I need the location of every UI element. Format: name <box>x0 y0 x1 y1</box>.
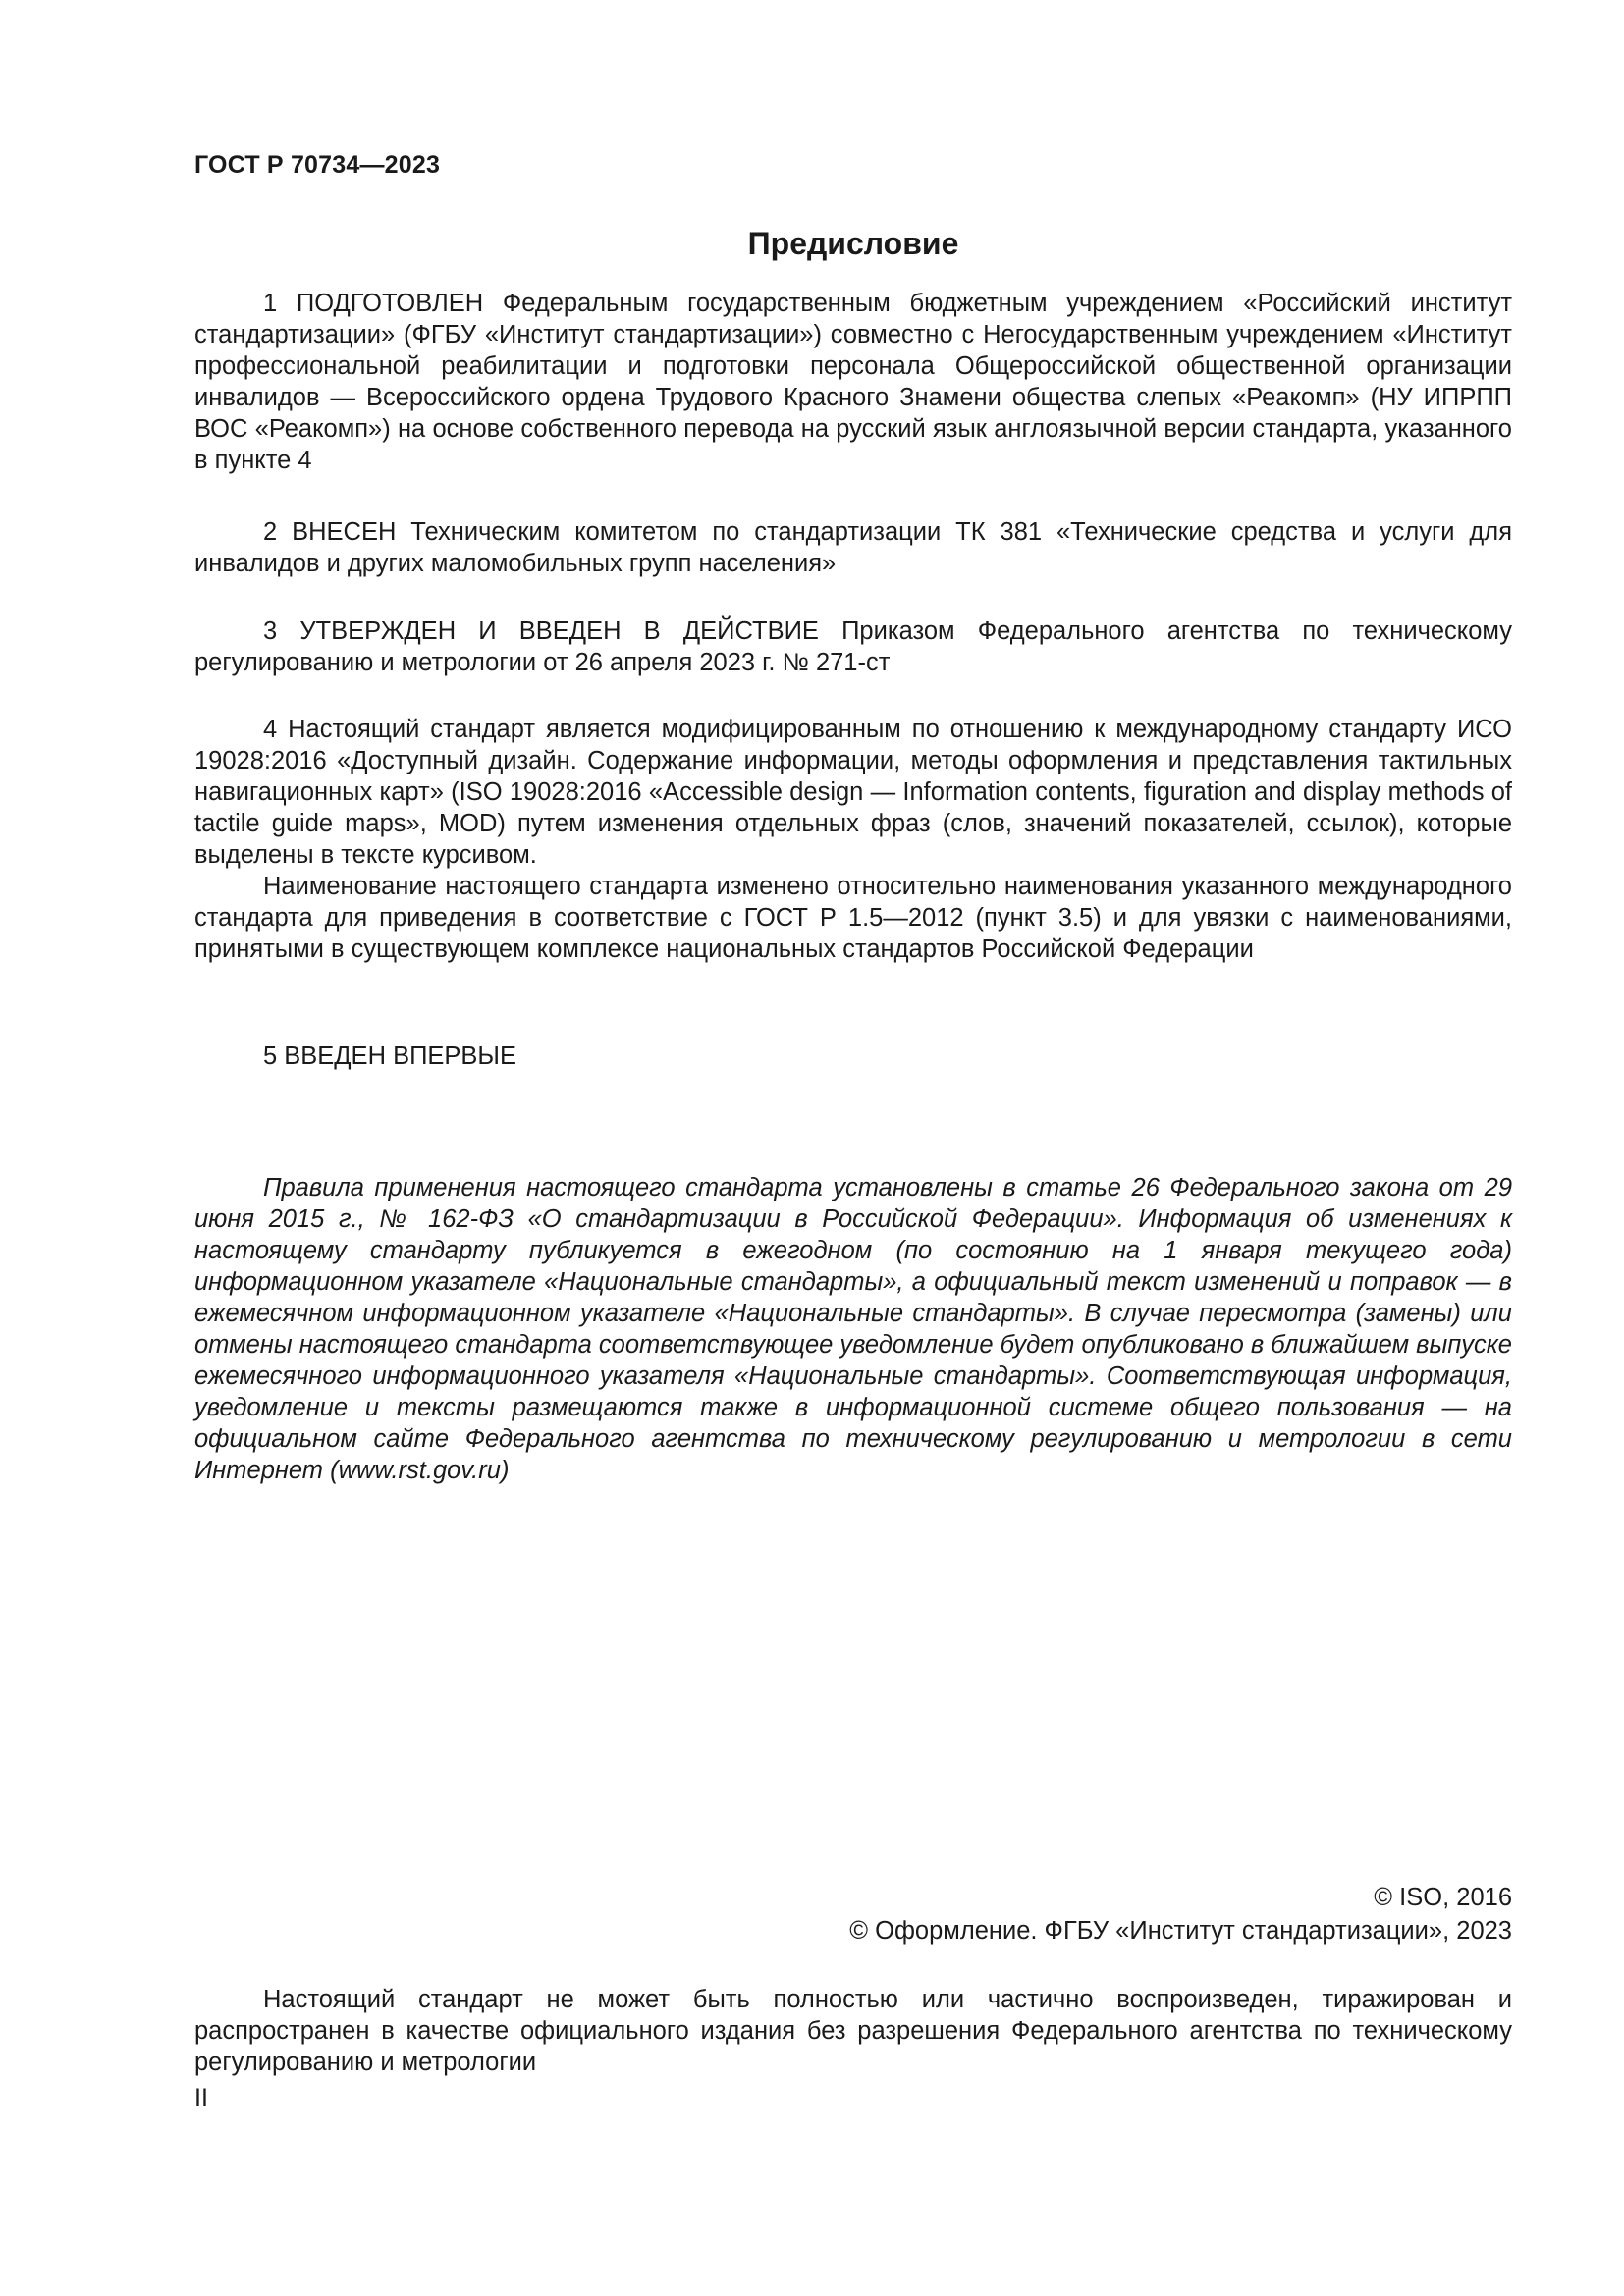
foreword-item-4: 4 Настоящий стандарт является модифицированным по отношению к международному стандарту ИСО 19028:2016 «Доступный дизайн. Содержание информации, методы оформления и представления тактильных навигационных карт» (ISO 19028:2016 «Accessible design — Information contents, figuration and display methods of tactile guide maps», MOD) путем изменения отдельных фраз (слов, значений показателей, ссылок), которые выделены в тексте курсивом. <box>194 716 1512 869</box>
foreword-item-1: 1 ПОДГОТОВЛЕН Федеральным государственным бюджетным учреждением «Российский институт стандартизации» (ФГБУ «Институт стандартизации») совместно с Негосударственным учреждением «Институт профессиональной реабилитации и подготовки персонала Общероссийской общественной организации инвалидов — Всероссийского ордена Трудового Красного Знамени общества слепых «Реакомп» (НУ ИПРПП ВОС «Реакомп») на основе собственного перевода на русский язык англоязычной версии стандарта, указанного в пункте 4 <box>194 290 1512 474</box>
foreword-title: Предисловие <box>747 226 959 261</box>
foreword-item-2: 2 ВНЕСЕН Техническим комитетом по стандартизации ТК 381 «Технические средства и услуги для инвалидов и других маломобильных групп населения» <box>194 518 1512 577</box>
standard-code: ГОСТ Р 70734—2023 <box>194 151 441 179</box>
application-rules-text: Правила применения настоящего стандарта установлены в статье 26 Федерального закона от 29 июня 2015 г., № 162-ФЗ «О стандартизации в Российской Федерации». Информация об изменениях к настоящему стандарту публикуется в ежегодном (по состоянию на 1 января текущего года) информационном указателе «Национальные стандарты», а официальный текст изменений и поправок — в ежемесячном информационном указателе «Национальные стандарты». В случае пересмотра (замены) или отмены настоящего стандарта соответствующее уведомление будет опубликовано в ближайшем выпуске ежемесячного информационного указателя «Национальные стандарты». Соответствующая информация, уведомление и тексты размещаются также в информационной системе общего пользования — на официальном сайте Федерального агентства по техническому регулированию и метрологии в сети Интернет (www.rst.gov.ru) <box>194 1174 1512 1484</box>
page-number: II <box>194 2084 208 2111</box>
foreword-item-4-note: Наименование настоящего стандарта изменено относительно наименования указанного международного стандарта для приведения в соответствие с ГОСТ Р 1.5—2012 (пункт 3.5) и для увязки с наименованиями, принятыми в существующем комплексе национальных стандартов Российской Федерации <box>194 873 1512 963</box>
foreword-section-2 <box>194 516 1512 579</box>
copyright-design: © Оформление. ФГБУ «Институт стандартизации», 2023 <box>849 1917 1512 1945</box>
foreword-section-1 <box>194 288 1512 476</box>
copyright-iso: © ISO, 2016 <box>1374 1884 1512 1911</box>
foreword-item-3: 3 УТВЕРЖДЕН И ВВЕДЕН В ДЕЙСТВИЕ Приказом Федерального агентства по техническому регулированию и метрологии от 26 апреля 2023 г. № 271-ст <box>194 617 1512 676</box>
foreword-item-5: 5 ВВЕДЕН ВПЕРВЫЕ <box>263 1042 517 1070</box>
reproduction-notice: Настоящий стандарт не может быть полностью или частично воспроизведен, тиражирован и распространен в качестве официального издания без разрешения Федерального агентства по техническому регулированию и метрологии <box>194 1986 1512 2076</box>
foreword-section-4 <box>194 714 1512 965</box>
foreword-section-3 <box>194 615 1512 678</box>
copyright-block <box>194 1881 1512 1948</box>
application-rules-block <box>194 1172 1512 1486</box>
foreword-section-5 <box>194 1041 1512 1072</box>
reproduction-notice-block <box>194 1984 1512 2078</box>
